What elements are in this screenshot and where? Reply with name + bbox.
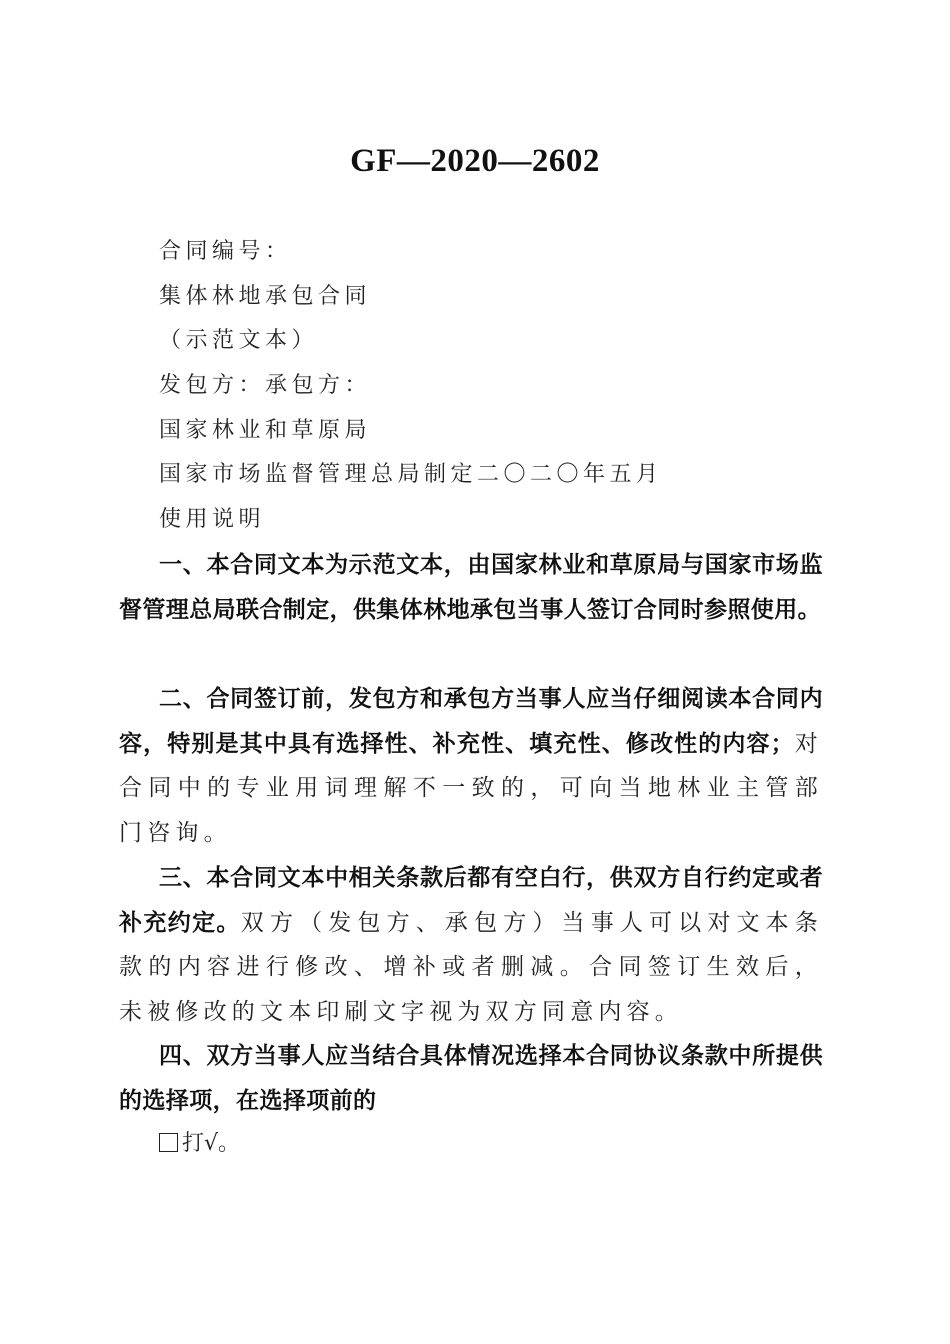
instruction-item-4 xyxy=(119,1034,823,1123)
instruction-item-2-normal: 对合同中的专业用词理解不一致的，可向当地林业主管部门咨询。 xyxy=(119,730,823,846)
contract-parties: 发包方：承包方： xyxy=(159,373,372,398)
instruction-item-4-text: 四、双方当事人应当结合具体情况选择本合同协议条款中所提供的选择项，在选择项前的 xyxy=(119,1043,823,1114)
document-code: GF—2020—2602 xyxy=(350,143,600,179)
checkbox-square-icon xyxy=(159,1133,178,1152)
instruction-item-3-bold: 三、本合同文本中相关条款后都有空白行，供双方自行约定或者补充约定。 xyxy=(119,865,823,936)
contract-title: 集体林地承包合同 xyxy=(159,284,372,309)
checkbox-instruction-text: 打√。 xyxy=(182,1131,241,1156)
contract-subtitle: （示范文本） xyxy=(159,328,319,353)
contract-number-label: 合同编号： xyxy=(159,239,292,264)
issuer-forestry-bureau: 国家林业和草原局 xyxy=(159,418,372,443)
checkbox-instruction xyxy=(159,1127,240,1161)
instruction-item-2 xyxy=(119,677,823,855)
instruction-item-2-bold: 二、合同签订前，发包方和承包方当事人应当仔细阅读本合同内容，特别是其中具有选择性、补充性、填充性、修改性的内容； xyxy=(119,686,823,757)
usage-heading: 使用说明 xyxy=(159,507,266,532)
instruction-item-3-normal: 双方（发包方、承包方）当事人可以对文本条款的内容进行修改、增补或者删减。合同签订生效后，未被修改的文本印刷文字视为双方同意内容。 xyxy=(119,909,824,1025)
instruction-item-1 xyxy=(119,543,823,632)
instruction-item-3 xyxy=(119,856,823,1034)
issuer-market-regulation-and-date: 国家市场监督管理总局制定二〇二〇年五月 xyxy=(159,462,663,487)
instruction-item-1-text: 一、本合同文本为示范文本，由国家林业和草原局与国家市场监督管理总局联合制定，供集体林地承包当事人签订合同时参照使用。 xyxy=(119,552,823,623)
